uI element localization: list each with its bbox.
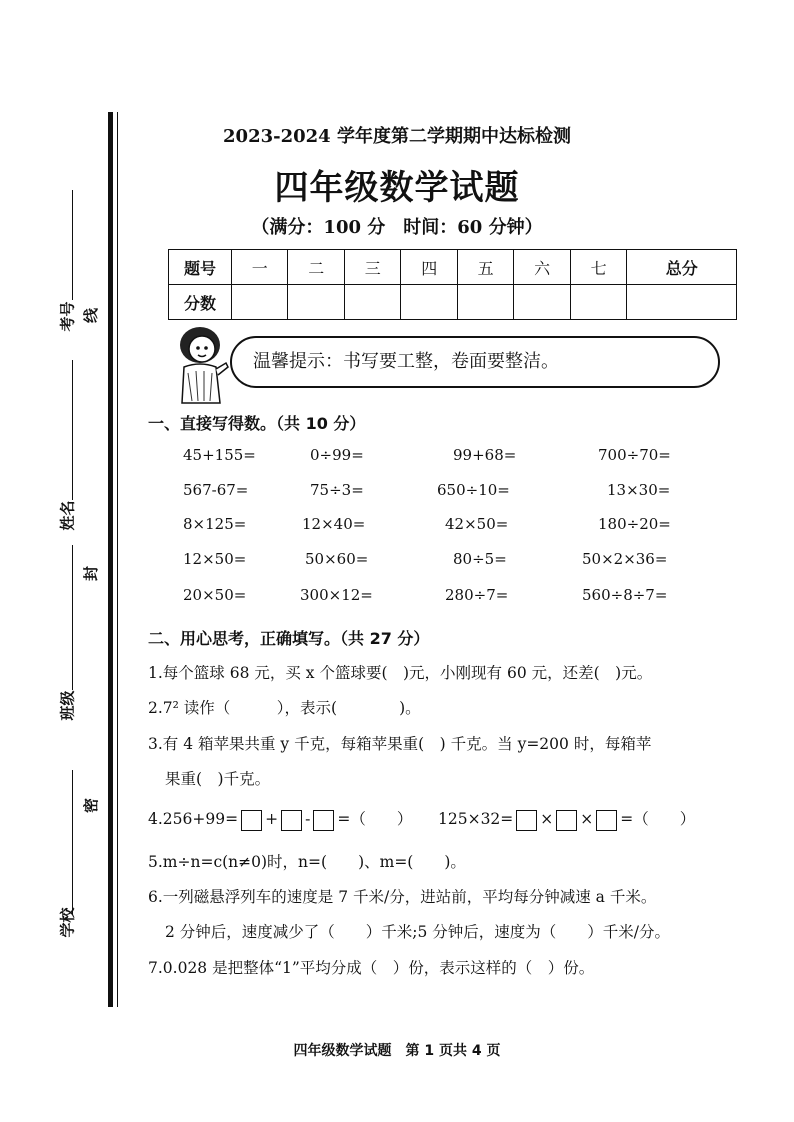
score-table-header-row (169, 250, 737, 285)
question-5: 5.m÷n=c(n≠0)时，n=( )、m=( )。 (148, 853, 466, 871)
calc-item: 0÷99= (310, 446, 364, 464)
score-table-cell: 题号 (169, 250, 232, 285)
score-table-score-row (169, 285, 737, 320)
calc-item: 42×50= (445, 515, 509, 533)
score-input-cell[interactable] (288, 285, 344, 320)
score-table-cell: 五 (457, 250, 513, 285)
question-4 (148, 807, 412, 831)
question-2: 2.7² 读作（ ），表示( )。 (148, 699, 421, 717)
calc-item: 12×50= (183, 550, 247, 568)
school-label: 学校 (58, 907, 77, 938)
q4-right-end: =（ ） (620, 810, 696, 828)
times-sign: × (580, 810, 594, 828)
answer-box[interactable] (516, 810, 537, 831)
score-input-cell[interactable] (401, 285, 457, 320)
school-fill-line (72, 770, 73, 915)
calc-item: 300×12= (300, 586, 373, 604)
answer-box[interactable] (281, 810, 302, 831)
calc-item: 45+155= (183, 446, 256, 464)
subtitle: （满分：100 分 时间：60 分钟） (251, 217, 543, 238)
calc-item: 567-67= (183, 481, 249, 499)
score-table (168, 249, 737, 320)
score-input-cell[interactable] (627, 285, 737, 320)
calc-item: 13×30= (607, 481, 671, 499)
score-input-cell[interactable] (457, 285, 513, 320)
calc-item: 560÷8÷7= (582, 586, 668, 604)
score-table-cell: 四 (401, 250, 457, 285)
teacher-cartoon-icon (170, 323, 232, 405)
calc-item: 700÷70= (598, 446, 671, 464)
score-input-cell[interactable] (514, 285, 570, 320)
question-6-line1: 6.一列磁悬浮列车的速度是 7 千米/分，进站前，平均每分钟减速 a 千米。 (148, 888, 657, 906)
calc-item: 8×125= (183, 515, 247, 533)
calc-item: 99+68= (453, 446, 517, 464)
name-fill-line (72, 360, 73, 500)
binding-thick-line (108, 112, 113, 1007)
tip-text: 温馨提示：书写要工整，卷面要整洁。 (253, 351, 559, 372)
section2-heading: 二、用心思考，正确填写。（共 27 分） (148, 629, 430, 648)
exam-title: 2023-2024 学年度第二学期期中达标检测 (223, 126, 571, 147)
answer-box[interactable] (596, 810, 617, 831)
question-1: 1.每个篮球 68 元，买 x 个篮球要( )元，小刚现有 60 元，还差( )元。 (148, 664, 653, 682)
minus-sign: - (305, 810, 311, 828)
score-input-cell[interactable] (570, 285, 626, 320)
question-3-line2: 果重( )千克。 (165, 770, 271, 788)
calc-item: 12×40= (302, 515, 366, 533)
plus-sign: + (265, 810, 279, 828)
score-table-cell: 三 (344, 250, 400, 285)
name-label: 姓名 (58, 500, 77, 531)
calc-item: 75÷3= (310, 481, 364, 499)
question-6-line2: 2 分钟后，速度减少了（ ）千米;5 分钟后，速度为（ ）千米/分。 (165, 923, 671, 941)
calc-item: 20×50= (183, 586, 247, 604)
score-table-cell: 二 (288, 250, 344, 285)
calc-item: 80÷5= (453, 550, 507, 568)
q4-equals-blank: =（ ） (337, 810, 413, 828)
cut-line-label: 线 (82, 307, 101, 324)
page-footer: 四年级数学试题 第 1 页共 4 页 (293, 1043, 501, 1059)
exam-no-label: 考号 (58, 301, 77, 332)
class-label: 班级 (58, 690, 77, 721)
binding-thin-line (117, 112, 118, 1007)
q4-expression-start: 4.256+99= (148, 810, 239, 828)
score-table-cell: 六 (514, 250, 570, 285)
score-table-cell: 七 (570, 250, 626, 285)
question-3-line1: 3.有 4 箱苹果共重 y 千克，每箱苹果重( ) 千克。当 y=200 时，每箱苹 (148, 735, 652, 753)
score-row-label: 分数 (169, 285, 232, 320)
calc-item: 50×2×36= (582, 550, 668, 568)
q4-right-start: 125×32= (438, 810, 514, 828)
answer-box[interactable] (556, 810, 577, 831)
secret-label: 密 (82, 797, 101, 814)
answer-box[interactable] (313, 810, 334, 831)
calc-item: 650÷10= (437, 481, 510, 499)
answer-box[interactable] (241, 810, 262, 831)
score-input-cell[interactable] (232, 285, 288, 320)
section1-heading: 一、直接写得数。（共 10 分） (148, 414, 366, 433)
seal-label: 封 (82, 565, 101, 582)
main-title: 四年级数学试题 (274, 168, 520, 208)
question-7: 7.0.028 是把整体“1”平均分成（ ）份，表示这样的（ ）份。 (148, 959, 595, 977)
class-fill-line (72, 545, 73, 690)
question-4-right (438, 807, 695, 831)
score-table-cell: 一 (232, 250, 288, 285)
score-input-cell[interactable] (344, 285, 400, 320)
calc-item: 280÷7= (445, 586, 509, 604)
calc-item: 50×60= (305, 550, 369, 568)
times-sign: × (540, 810, 554, 828)
score-table-cell: 总分 (627, 250, 737, 285)
calc-item: 180÷20= (598, 515, 671, 533)
